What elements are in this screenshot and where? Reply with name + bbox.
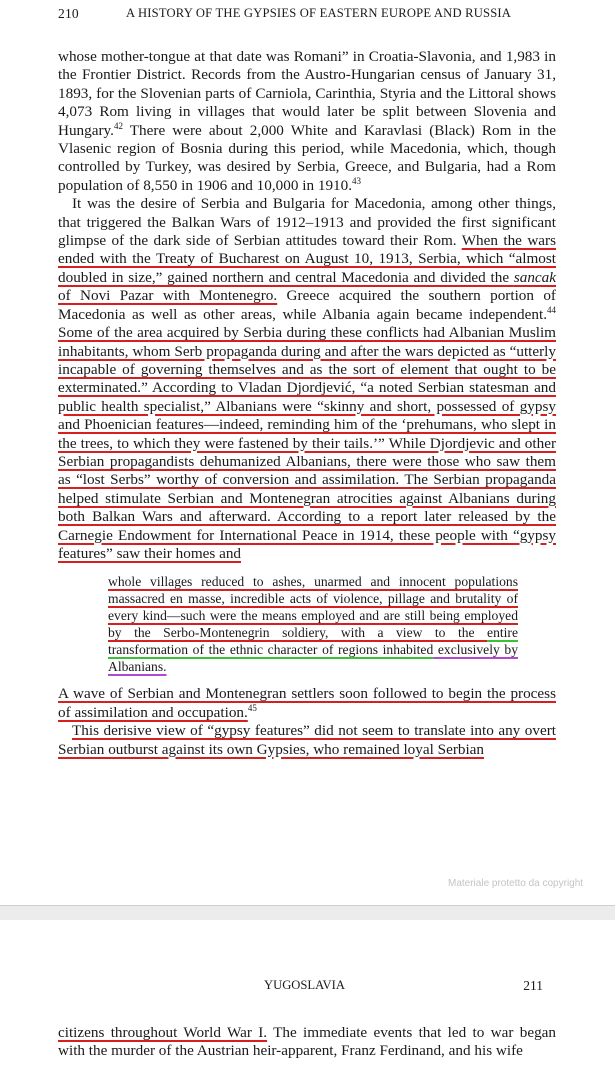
page-body [58, 1024, 556, 1061]
highlight-underline: Some of the area acquired by Serbia during these conflicts had Albanian Muslim inhabitants, whom Serb propaganda during and after the wars depicted as “utterly incapable of governing themselves and as the sort of element that ought to be exterminated.” According to Vladan Djordjević, “a noted Serbian statesman and public health specialist,” Albanians were “skinny and short, possessed of gypsy and Phoenician features—indeed, reminding him of the ‘prehumans, who slept in the trees, to which they were fastened by their tails.’” While Djordjevic and other Serbian propagandists dehumanized Albanians, there were those who saw them as “lost Serbs” worthy of conversion and assimilation. The Serbian propaganda helped stimulate Serbian and Montenegran atrocities against Albanians during both Balkan Wars and afterward. According to a report later released by the Carnegie Endowment for International Peace in 1914, these people with “gypsy features” saw their homes and [58, 324, 556, 562]
page-number: 210 [58, 6, 79, 21]
copyright-watermark: Materiale protetto da copyright [448, 878, 584, 889]
green-underline: entire transformation of the ethnic character of regions inhabited [108, 625, 518, 658]
highlight-underline: When the wars ended with the Treaty of Bucharest on August 10, 1913, Serbia, which “almost doubled in size,” gained northern and central Macedonia and divided the sancak of Novi Pazar with Montenegro. [58, 232, 556, 305]
footnote-ref: 44 [547, 304, 556, 315]
page-number: 211 [523, 978, 543, 993]
running-head-title: A HISTORY OF THE GYPSIES OF EASTERN EUROPE AND RUSSIA [126, 6, 512, 20]
footnote-ref: 43 [352, 175, 362, 186]
page-divider [0, 905, 615, 921]
paragraph-1: citizens throughout World War I. The immediate events that led to war began with the murder of the Austrian heir-apparent, Franz Ferdinand, and his wife [58, 1024, 556, 1060]
purple-underline: exclusively by Albanians. [108, 642, 518, 675]
footnote-ref: 45 [247, 702, 257, 713]
block-quote: whole villages reduced to ashes, unarmed and innocent populations massacred en masse, incredible acts of violence, pillage and brutality of every kind—such were the means employed and are still being employed by the Serbo-Montenegrin soldiery, with a view to the entire transformation of the ethnic character of regions inhabited exclusively by Albanians. [108, 574, 518, 675]
page-body [58, 48, 556, 759]
paragraph-1: whose mother-tongue at that date was Romani” in Croatia-Slavonia, and 1,983 in the Frontier District. Records from the Austro-Hungarian census of January 31, 1893, for the Slovenian parts of Carniola, Carinthia, Styria and the Littoral shows 4,073 Rom living in villages that would later be split between Slovenia and Hungary.$^{42}$ There were about 2,000 White and Karavlasi (Black) Rom in the Vlasenic region of Bosnia during this period, while Macedonia, which, though controlled by Turkey, was desired by Serbia, Greece, and Bulgaria, had a Rom population of 8,550 in 1906 and 10,000 in 1910.43 [58, 48, 556, 194]
book-page-211 [0, 920, 615, 1080]
paragraph-4: This derisive view of “gypsy features” did not seem to translate into any overt Serbian outburst against its own Gypsies, who remained loyal Serbian [58, 722, 556, 758]
footnote-ref: 42 [113, 120, 123, 131]
paragraph-2: It was the desire of Serbia and Bulgaria for Macedonia, among other things, that triggered the Balkan Wars of 1912–1913 and provided the first significant glimpse of the dark side of Serbian attitudes toward their Rom. When the wars ended with the Treaty of Bucharest on August 10, 1913, Serbia, which “almost doubled in size,” gained northern and central Macedonia and divided the sancak of Novi Pazar with Montenegro. Greece acquired the southern portion of Macedonia as well as other areas, while Albania again became independent.$^{44}$ Some of the area acquired by Serbia during these conflicts had Albanian Muslim inhabitants, whom Serb propaganda during and after the wars depicted as “utterly incapable of governing themselves and as the sort of element that ought to be exterminated.” According to Vladan Djordjević, “a noted Serbian statesman and public health specialist,” Albanians were “skinny and short, possessed of gypsy and Phoenician features—indeed, reminding him of the ‘prehumans, who slept in the trees, to which they were fastened by their tails.’” While Djordjevic and other Serbian propagandists dehumanized Albanians, there were those who saw them as “lost Serbs” worthy of conversion and assimilation. The Serbian propaganda helped stimulate Serbian and Montenegran atrocities against Albanians during both Balkan Wars and afterward. According to a report later released by the Carnegie Endowment for International Peace in 1914, these people with “gypsy features” saw their homes and [58, 195, 556, 562]
running-head-title: YUGOSLAVIA [264, 978, 345, 992]
paragraph-3: A wave of Serbian and Montenegran settlers soon followed to begin the process of assimilation and occupation.$^{45}$ [58, 685, 556, 721]
